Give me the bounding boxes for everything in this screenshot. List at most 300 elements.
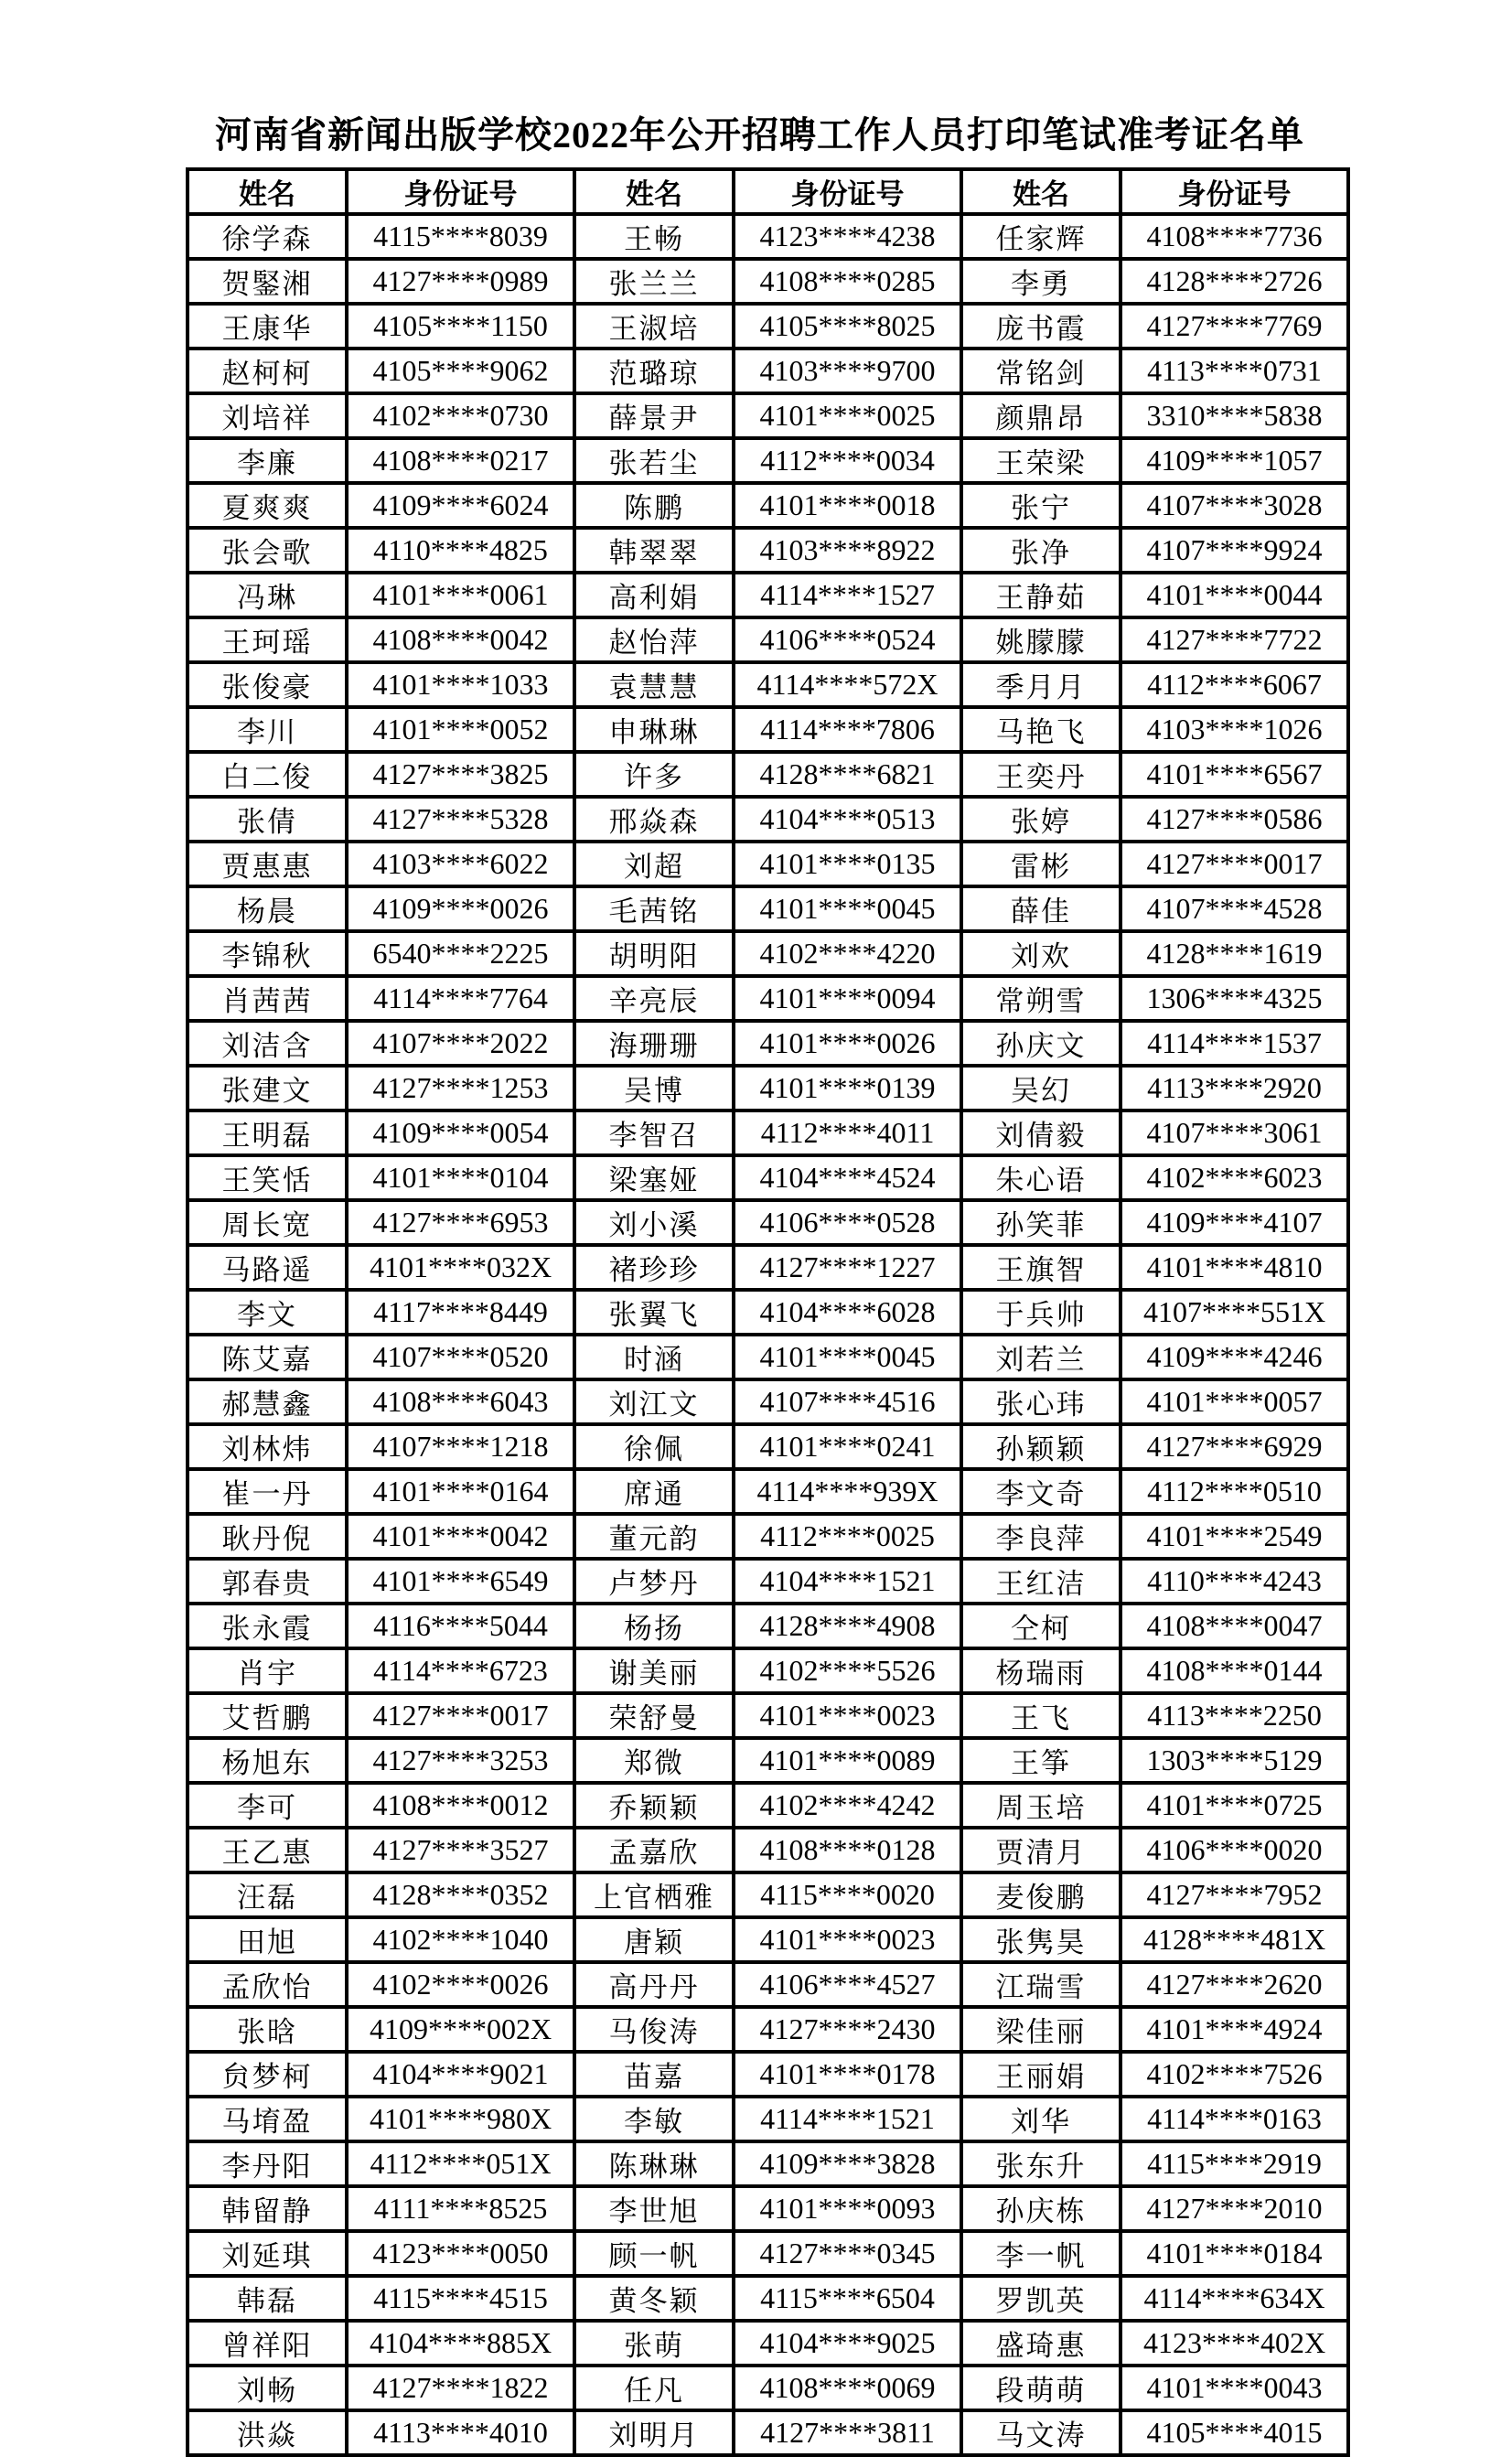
id-cell: 4112****4011 (734, 1110, 961, 1155)
name-cell: 朱心语 (961, 1155, 1121, 1200)
name-cell: 刘倩毅 (961, 1110, 1121, 1155)
name-cell: 徐佩 (574, 1424, 734, 1469)
id-cell: 4115****2919 (1121, 2141, 1348, 2186)
id-cell: 4108****0128 (734, 1828, 961, 1872)
name-cell: 李良萍 (961, 1514, 1121, 1559)
id-cell: 4127****2430 (734, 2007, 961, 2052)
id-cell: 4102****0730 (347, 393, 574, 438)
id-cell: 4112****0034 (734, 438, 961, 483)
name-cell: 王荣梁 (961, 438, 1121, 483)
id-cell: 4127****6929 (1121, 1424, 1348, 1469)
table-row (188, 2410, 1348, 2455)
id-cell: 4127****1822 (347, 2366, 574, 2410)
table-row (188, 1962, 1348, 2007)
name-cell: 崔一丹 (188, 1469, 347, 1514)
id-cell: 4101****0045 (734, 1335, 961, 1379)
name-cell: 冯琳 (188, 573, 347, 617)
id-cell: 4101****0057 (1121, 1379, 1348, 1424)
table-row (188, 2366, 1348, 2410)
id-cell: 4101****0093 (734, 2186, 961, 2231)
id-cell: 4108****6043 (347, 1379, 574, 1424)
id-cell: 4101****1033 (347, 662, 574, 707)
id-cell: 4108****0042 (347, 617, 574, 662)
id-cell: 4112****051X (347, 2141, 574, 2186)
name-cell: 张婷 (961, 797, 1121, 842)
id-cell: 4112****0510 (1121, 1469, 1348, 1514)
id-cell: 4103****6022 (347, 842, 574, 886)
id-cell: 4123****4238 (734, 214, 961, 259)
name-cell: 赵怡萍 (574, 617, 734, 662)
name-cell: 仝柯 (961, 1604, 1121, 1648)
table-row (188, 1110, 1348, 1155)
id-cell: 4101****0044 (1121, 573, 1348, 617)
id-cell: 4127****3253 (347, 1738, 574, 1783)
id-cell: 4123****402X (1121, 2321, 1348, 2366)
id-cell: 4113****2920 (1121, 1066, 1348, 1110)
table-row (188, 1021, 1348, 1066)
id-cell: 4101****4924 (1121, 2007, 1348, 2052)
id-cell: 4127****6953 (347, 1200, 574, 1245)
name-cell: 肖茜茜 (188, 976, 347, 1021)
id-cell: 4101****0025 (734, 393, 961, 438)
name-cell: 高利娟 (574, 573, 734, 617)
name-cell: 王筝 (961, 1738, 1121, 1783)
name-cell: 刘洁含 (188, 1021, 347, 1066)
id-cell: 4101****0089 (734, 1738, 961, 1783)
table-row (188, 2231, 1348, 2276)
table-row (188, 1917, 1348, 1962)
table-row (188, 349, 1348, 393)
name-cell: 孟欣怡 (188, 1962, 347, 2007)
id-cell: 4105****1150 (347, 304, 574, 349)
table-row (188, 1155, 1348, 1200)
name-cell: 常朔雪 (961, 976, 1121, 1021)
name-cell: 李可 (188, 1783, 347, 1828)
name-cell: 赵柯柯 (188, 349, 347, 393)
id-cell: 4101****0043 (1121, 2366, 1348, 2410)
id-cell: 4114****939X (734, 1469, 961, 1514)
name-cell: 王静茹 (961, 573, 1121, 617)
id-cell: 4101****2549 (1121, 1514, 1348, 1559)
table-row (188, 1693, 1348, 1738)
id-cell: 4110****4243 (1121, 1559, 1348, 1604)
name-cell: 许多 (574, 752, 734, 797)
name-cell: 白二俊 (188, 752, 347, 797)
table-row (188, 617, 1348, 662)
name-cell: 雷彬 (961, 842, 1121, 886)
id-cell: 4111****8525 (347, 2186, 574, 2231)
id-cell: 4101****0164 (347, 1469, 574, 1514)
name-cell: 黄冬颖 (574, 2276, 734, 2321)
name-cell: 唐颖 (574, 1917, 734, 1962)
id-cell: 4117****8449 (347, 1290, 574, 1335)
table-row (188, 2052, 1348, 2097)
name-cell: 夏爽爽 (188, 483, 347, 528)
table-row (188, 1648, 1348, 1693)
id-cell: 4112****6067 (1121, 662, 1348, 707)
id-cell: 4113****0731 (1121, 349, 1348, 393)
name-cell: 王笑恬 (188, 1155, 347, 1200)
id-cell: 4101****0241 (734, 1424, 961, 1469)
name-cell: 袁慧慧 (574, 662, 734, 707)
name-cell: 艾哲鹏 (188, 1693, 347, 1738)
id-cell: 4102****5526 (734, 1648, 961, 1693)
id-cell: 4109****1057 (1121, 438, 1348, 483)
name-cell: 杨晨 (188, 886, 347, 931)
id-cell: 4108****0069 (734, 2366, 961, 2410)
name-cell: 段萌萌 (961, 2366, 1121, 2410)
name-cell: 褚珍珍 (574, 1245, 734, 1290)
name-cell: 刘明月 (574, 2410, 734, 2455)
id-cell: 4109****0054 (347, 1110, 574, 1155)
name-cell: 刘培祥 (188, 393, 347, 438)
table-row (188, 1200, 1348, 1245)
name-cell: 薛佳 (961, 886, 1121, 931)
id-cell: 4101****0023 (734, 1917, 961, 1962)
name-cell: 孙庆文 (961, 1021, 1121, 1066)
id-cell: 4114****572X (734, 662, 961, 707)
id-cell: 4128****6821 (734, 752, 961, 797)
id-cell: 4128****4908 (734, 1604, 961, 1648)
id-cell: 4101****0061 (347, 573, 574, 617)
name-cell: 上官栖雅 (574, 1872, 734, 1917)
id-cell: 4101****0725 (1121, 1783, 1348, 1828)
id-cell: 4107****1218 (347, 1424, 574, 1469)
id-cell: 4127****7952 (1121, 1872, 1348, 1917)
name-cell: 梁塞娅 (574, 1155, 734, 1200)
id-cell: 4114****1521 (734, 2097, 961, 2141)
header-row (188, 169, 1348, 214)
id-cell: 4102****7526 (1121, 2052, 1348, 2097)
name-cell: 邢焱森 (574, 797, 734, 842)
name-cell: 洪焱 (188, 2410, 347, 2455)
name-cell: 张若尘 (574, 438, 734, 483)
name-cell: 申琳琳 (574, 707, 734, 752)
name-cell: 郑微 (574, 1738, 734, 1783)
id-cell: 4127****0989 (347, 259, 574, 304)
name-cell: 马艳飞 (961, 707, 1121, 752)
id-cell: 4127****0017 (347, 1693, 574, 1738)
id-cell: 4107****4516 (734, 1379, 961, 1424)
id-cell: 4127****3527 (347, 1828, 574, 1872)
name-cell: 刘华 (961, 2097, 1121, 2141)
name-cell: 陈鹏 (574, 483, 734, 528)
name-cell: 李锦秋 (188, 931, 347, 976)
name-cell: 王红洁 (961, 1559, 1121, 1604)
id-cell: 4104****9021 (347, 2052, 574, 2097)
name-cell: 郭春贵 (188, 1559, 347, 1604)
id-cell: 4101****6549 (347, 1559, 574, 1604)
name-cell: 季月月 (961, 662, 1121, 707)
id-cell: 4104****1521 (734, 1559, 961, 1604)
name-cell: 王淑培 (574, 304, 734, 349)
table-row (188, 2186, 1348, 2231)
name-cell: 吴幻 (961, 1066, 1121, 1110)
id-cell: 4104****885X (347, 2321, 574, 2366)
name-cell: 耿丹倪 (188, 1514, 347, 1559)
name-cell: 李世旭 (574, 2186, 734, 2231)
id-cell: 4101****980X (347, 2097, 574, 2141)
name-cell: 王珂瑶 (188, 617, 347, 662)
id-cell: 4102****4220 (734, 931, 961, 976)
id-cell: 4107****0520 (347, 1335, 574, 1379)
id-cell: 4107****9924 (1121, 528, 1348, 573)
id-cell: 4106****0524 (734, 617, 961, 662)
id-cell: 4128****481X (1121, 1917, 1348, 1962)
id-cell: 4105****4015 (1121, 2410, 1348, 2455)
name-cell: 吴博 (574, 1066, 734, 1110)
id-cell: 4127****5328 (347, 797, 574, 842)
name-cell: 韩翠翠 (574, 528, 734, 573)
name-cell: 刘延琪 (188, 2231, 347, 2276)
name-cell: 盛琦惠 (961, 2321, 1121, 2366)
name-cell: 孙笑菲 (961, 1200, 1121, 1245)
id-cell: 4108****0217 (347, 438, 574, 483)
table-row (188, 2141, 1348, 2186)
name-cell: 陈艾嘉 (188, 1335, 347, 1379)
table-row (188, 662, 1348, 707)
id-cell: 4101****0023 (734, 1693, 961, 1738)
table-row (188, 797, 1348, 842)
name-cell: 张永霞 (188, 1604, 347, 1648)
id-cell: 4115****4515 (347, 2276, 574, 2321)
id-cell: 4115****0020 (734, 1872, 961, 1917)
name-cell: 马文涛 (961, 2410, 1121, 2455)
name-cell: 顾一帆 (574, 2231, 734, 2276)
name-cell: 张隽昊 (961, 1917, 1121, 1962)
id-cell: 4109****4246 (1121, 1335, 1348, 1379)
table-row (188, 842, 1348, 886)
name-cell: 庞书霞 (961, 304, 1121, 349)
name-cell: 罗凯英 (961, 2276, 1121, 2321)
name-cell: 汪磊 (188, 1872, 347, 1917)
name-cell: 马俊涛 (574, 2007, 734, 2052)
name-cell: 张净 (961, 528, 1121, 573)
id-cell: 1303****5129 (1121, 1738, 1348, 1783)
column-header-id: 身份证号 (1121, 169, 1348, 214)
id-cell: 4109****0026 (347, 886, 574, 931)
name-cell: 海珊珊 (574, 1021, 734, 1066)
name-cell: 张翼飞 (574, 1290, 734, 1335)
id-cell: 4102****4242 (734, 1783, 961, 1828)
id-cell: 4128****2726 (1121, 259, 1348, 304)
id-cell: 4101****0052 (347, 707, 574, 752)
id-cell: 4107****3061 (1121, 1110, 1348, 1155)
table-row (188, 214, 1348, 259)
id-cell: 4101****4810 (1121, 1245, 1348, 1290)
id-cell: 4128****1619 (1121, 931, 1348, 976)
name-cell: 马堉盈 (188, 2097, 347, 2141)
name-cell: 李敏 (574, 2097, 734, 2141)
table-row (188, 886, 1348, 931)
id-cell: 4101****0135 (734, 842, 961, 886)
id-cell: 4104****9025 (734, 2321, 961, 2366)
id-cell: 4127****7722 (1121, 617, 1348, 662)
name-cell: 张倩 (188, 797, 347, 842)
name-cell: 任家辉 (961, 214, 1121, 259)
admission-ticket-roster-table (186, 167, 1350, 2457)
id-cell: 4107****4528 (1121, 886, 1348, 931)
id-cell: 4127****7769 (1121, 304, 1348, 349)
table-row (188, 1514, 1348, 1559)
column-header-name: 姓名 (574, 169, 734, 214)
table-row (188, 1738, 1348, 1783)
name-cell: 刘超 (574, 842, 734, 886)
name-cell: 胡明阳 (574, 931, 734, 976)
name-cell: 韩留静 (188, 2186, 347, 2231)
name-cell: 薛景尹 (574, 393, 734, 438)
table-row (188, 1379, 1348, 1424)
table-row (188, 1559, 1348, 1604)
name-cell: 苗嘉 (574, 2052, 734, 2097)
table-row (188, 1245, 1348, 1290)
id-cell: 4105****9062 (347, 349, 574, 393)
name-cell: 刘欢 (961, 931, 1121, 976)
name-cell: 孙庆栋 (961, 2186, 1121, 2231)
table-row (188, 1424, 1348, 1469)
id-cell: 4107****2022 (347, 1021, 574, 1066)
id-cell: 4101****0042 (347, 1514, 574, 1559)
name-cell: 李廉 (188, 438, 347, 483)
name-cell: 乔颖颖 (574, 1783, 734, 1828)
name-cell: 孙颖颖 (961, 1424, 1121, 1469)
id-cell: 4103****8922 (734, 528, 961, 573)
name-cell: 李丹阳 (188, 2141, 347, 2186)
id-cell: 4114****0163 (1121, 2097, 1348, 2141)
name-cell: 辛亮辰 (574, 976, 734, 1021)
table-row (188, 304, 1348, 349)
id-cell: 4105****8025 (734, 304, 961, 349)
table-row (188, 528, 1348, 573)
table-row (188, 1828, 1348, 1872)
name-cell: 贾清月 (961, 1828, 1121, 1872)
name-cell: 郝慧鑫 (188, 1379, 347, 1424)
name-cell: 常铭剑 (961, 349, 1121, 393)
id-cell: 4109****3828 (734, 2141, 961, 2186)
name-cell: 高丹丹 (574, 1962, 734, 2007)
page-title: 河南省新闻出版学校2022年公开招聘工作人员打印笔试准考证名单 (215, 114, 1304, 156)
name-cell: 张会歌 (188, 528, 347, 573)
id-cell: 4116****5044 (347, 1604, 574, 1648)
id-cell: 4104****4524 (734, 1155, 961, 1200)
name-cell: 张东升 (961, 2141, 1121, 2186)
id-cell: 4128****0352 (347, 1872, 574, 1917)
name-cell: 江瑞雪 (961, 1962, 1121, 2007)
id-cell: 4112****0025 (734, 1514, 961, 1559)
name-cell: 麦俊鹏 (961, 1872, 1121, 1917)
column-header-name: 姓名 (188, 169, 347, 214)
id-cell: 4108****0047 (1121, 1604, 1348, 1648)
name-cell: 张俊豪 (188, 662, 347, 707)
id-cell: 4110****4825 (347, 528, 574, 573)
name-cell: 梁佳丽 (961, 2007, 1121, 2052)
name-cell: 贠梦柯 (188, 2052, 347, 2097)
name-cell: 李勇 (961, 259, 1121, 304)
id-cell: 4101****0094 (734, 976, 961, 1021)
name-cell: 时涵 (574, 1335, 734, 1379)
name-cell: 张晗 (188, 2007, 347, 2052)
id-cell: 4101****0139 (734, 1066, 961, 1110)
name-cell: 张兰兰 (574, 259, 734, 304)
table-row (188, 1066, 1348, 1110)
id-cell: 4109****4107 (1121, 1200, 1348, 1245)
name-cell: 王乙惠 (188, 1828, 347, 1872)
table-row (188, 1469, 1348, 1514)
name-cell: 荣舒曼 (574, 1693, 734, 1738)
id-cell: 4108****7736 (1121, 214, 1348, 259)
table-row (188, 2007, 1348, 2052)
id-cell: 4115****8039 (347, 214, 574, 259)
id-cell: 4104****0513 (734, 797, 961, 842)
id-cell: 4114****1527 (734, 573, 961, 617)
name-cell: 席通 (574, 1469, 734, 1514)
name-cell: 王奕丹 (961, 752, 1121, 797)
name-cell: 范璐琼 (574, 349, 734, 393)
id-cell: 4108****0144 (1121, 1648, 1348, 1693)
id-cell: 4106****0020 (1121, 1828, 1348, 1872)
name-cell: 韩磊 (188, 2276, 347, 2321)
table-row (188, 707, 1348, 752)
id-cell: 4101****6567 (1121, 752, 1348, 797)
id-cell: 4106****4527 (734, 1962, 961, 2007)
table-row (188, 2321, 1348, 2366)
table-row (188, 483, 1348, 528)
table-row (188, 1872, 1348, 1917)
table-header (188, 169, 1348, 214)
name-cell: 王丽娟 (961, 2052, 1121, 2097)
table-row (188, 393, 1348, 438)
name-cell: 张萌 (574, 2321, 734, 2366)
name-cell: 李文 (188, 1290, 347, 1335)
table-row (188, 1335, 1348, 1379)
id-cell: 4113****2250 (1121, 1693, 1348, 1738)
id-cell: 4127****3825 (347, 752, 574, 797)
name-cell: 刘小溪 (574, 1200, 734, 1245)
name-cell: 王康华 (188, 304, 347, 349)
id-cell: 4107****551X (1121, 1290, 1348, 1335)
name-cell: 卢梦丹 (574, 1559, 734, 1604)
name-cell: 杨旭东 (188, 1738, 347, 1783)
name-cell: 马路遥 (188, 1245, 347, 1290)
name-cell: 贾惠惠 (188, 842, 347, 886)
id-cell: 4109****6024 (347, 483, 574, 528)
table-row (188, 1604, 1348, 1648)
name-cell: 田旭 (188, 1917, 347, 1962)
id-cell: 4114****634X (1121, 2276, 1348, 2321)
id-cell: 4108****0285 (734, 259, 961, 304)
id-cell: 4101****0026 (734, 1021, 961, 1066)
id-cell: 4113****4010 (347, 2410, 574, 2455)
id-cell: 4101****0104 (347, 1155, 574, 1200)
name-cell: 张心玮 (961, 1379, 1121, 1424)
id-cell: 4127****2620 (1121, 1962, 1348, 2007)
table-row (188, 976, 1348, 1021)
column-header-id: 身份证号 (347, 169, 574, 214)
id-cell: 4115****6504 (734, 2276, 961, 2321)
column-header-id: 身份证号 (734, 169, 961, 214)
id-cell: 4101****0184 (1121, 2231, 1348, 2276)
name-cell: 毛茜铭 (574, 886, 734, 931)
id-cell: 4127****0017 (1121, 842, 1348, 886)
id-cell: 4102****0026 (347, 1962, 574, 2007)
name-cell: 贺鋻湘 (188, 259, 347, 304)
id-cell: 6540****2225 (347, 931, 574, 976)
name-cell: 王明磊 (188, 1110, 347, 1155)
id-cell: 4106****0528 (734, 1200, 961, 1245)
table-row (188, 438, 1348, 483)
id-cell: 4101****0178 (734, 2052, 961, 2097)
name-cell: 肖宇 (188, 1648, 347, 1693)
